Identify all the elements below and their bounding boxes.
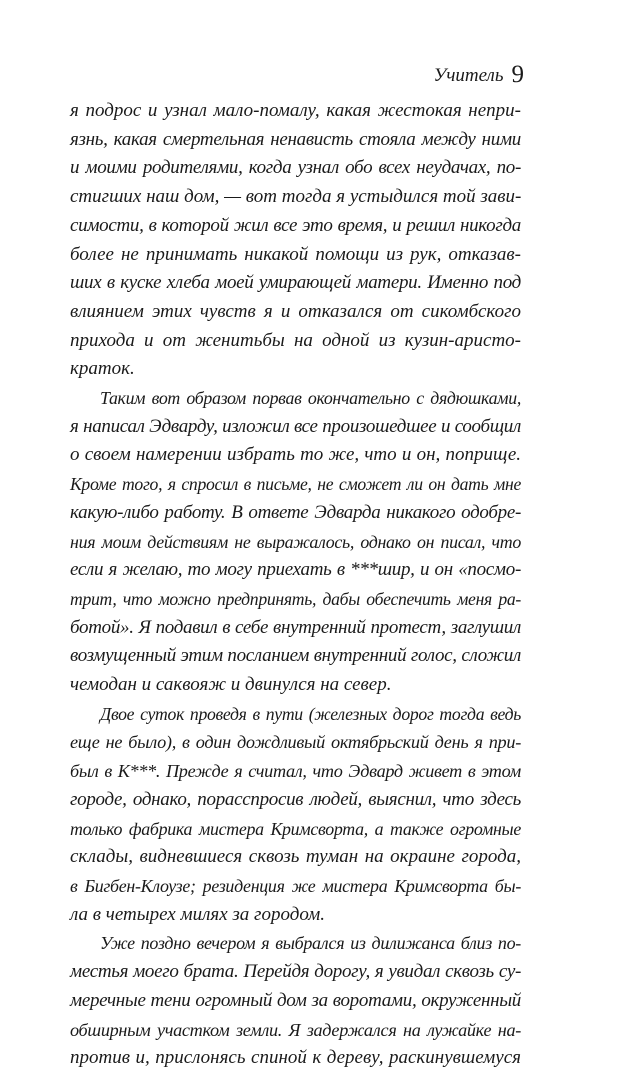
text-line: трит, что можно предпринять, дабы обеспечить меня ра- [70, 588, 521, 609]
text-line: я написал Эдварду, изложил все произошедшее и сообщил [70, 415, 521, 437]
text-line: симости, в которой жил все это время, и решил никогда [70, 214, 521, 236]
text-line: Таким вот образом порвав окончательно с дядюшками, [100, 388, 521, 409]
text-line: прихода и от женитьбы на одной из кузин-аристо- [70, 329, 521, 351]
running-title: Учитель [433, 65, 504, 86]
text-line: ших в куске хлеба моей умирающей матери. Именно под [70, 272, 521, 294]
text-line: ния моим действиям не выражалось, однако он писал, что [70, 531, 521, 552]
text-line: язнь, какая смертельная ненависть стояла между ними [70, 128, 521, 150]
body-text [70, 97, 521, 1073]
text-line: возмущенный этим посланием внутренний голос, сложил [70, 645, 521, 667]
text-line: обширным участком земли. Я задержался на лужайке на- [70, 1019, 521, 1040]
text-line: если я желаю, то могу приехать в ***шир, и он «посмо- [70, 559, 521, 581]
text-line: меречные тени огромный дом за воротами, окруженный [70, 989, 521, 1011]
text-line: в Бигбен-Клоузе; резиденция же мистера Кримсворта бы- [70, 875, 521, 896]
text-line: краток. [70, 358, 135, 380]
text-line: городе, однако, порасспросив людей, выяснил, что здесь [70, 788, 521, 810]
text-line: был в К***. Прежде я считал, что Эдвард живет в этом [70, 761, 521, 782]
text-line: я подрос и узнал мало-помалу, какая жестокая непри- [70, 100, 521, 121]
text-line: стигших наш дом, — вот тогда я устыдился той зави- [70, 186, 522, 208]
text-line: только фабрика мистера Кримсворта, а также огромные [70, 818, 521, 839]
text-line: какую-либо работу. В ответе Эдварда никакого одобре- [70, 501, 521, 523]
text-line: ла в четырех милях за городом. [70, 903, 325, 925]
text-line: Двое суток проведя в пути (железных дорог тогда ведь [100, 703, 521, 724]
text-line: ботой». Я подавил в себе внутренний протест, заглушил [70, 616, 521, 638]
text-line: Уже поздно вечером я выбрался из дилижанса близ по- [100, 933, 521, 954]
text-line: о своем намерении избрать то же, что и он, поприще. [70, 444, 521, 466]
text-line: чемодан и саквояж и двинулся на север. [70, 674, 392, 696]
text-line: Кроме того, я спросил в письме, не сможет ли он дать мне [70, 474, 521, 495]
text-line: еще не было), в один дождливый октябрьский день я при- [70, 732, 521, 753]
text-line: местья моего брата. Перейдя дорогу, я увидал сквозь су- [70, 961, 521, 983]
text-line: против и, прислонясь спиной к дереву, раскинувшемуся [70, 1047, 521, 1069]
page-number: 9 [511, 61, 524, 88]
running-header [434, 60, 524, 88]
text-line: влиянием этих чувств я и отказался от сикомбского [70, 300, 521, 322]
text-line: и моими родителями, когда узнал обо всех неудачах, по- [70, 157, 521, 179]
text-line: более не принимать никакой помощи из рук, отказав- [70, 243, 521, 265]
text-line: склады, видневшиеся сквозь туман на окраине города, [70, 846, 521, 868]
